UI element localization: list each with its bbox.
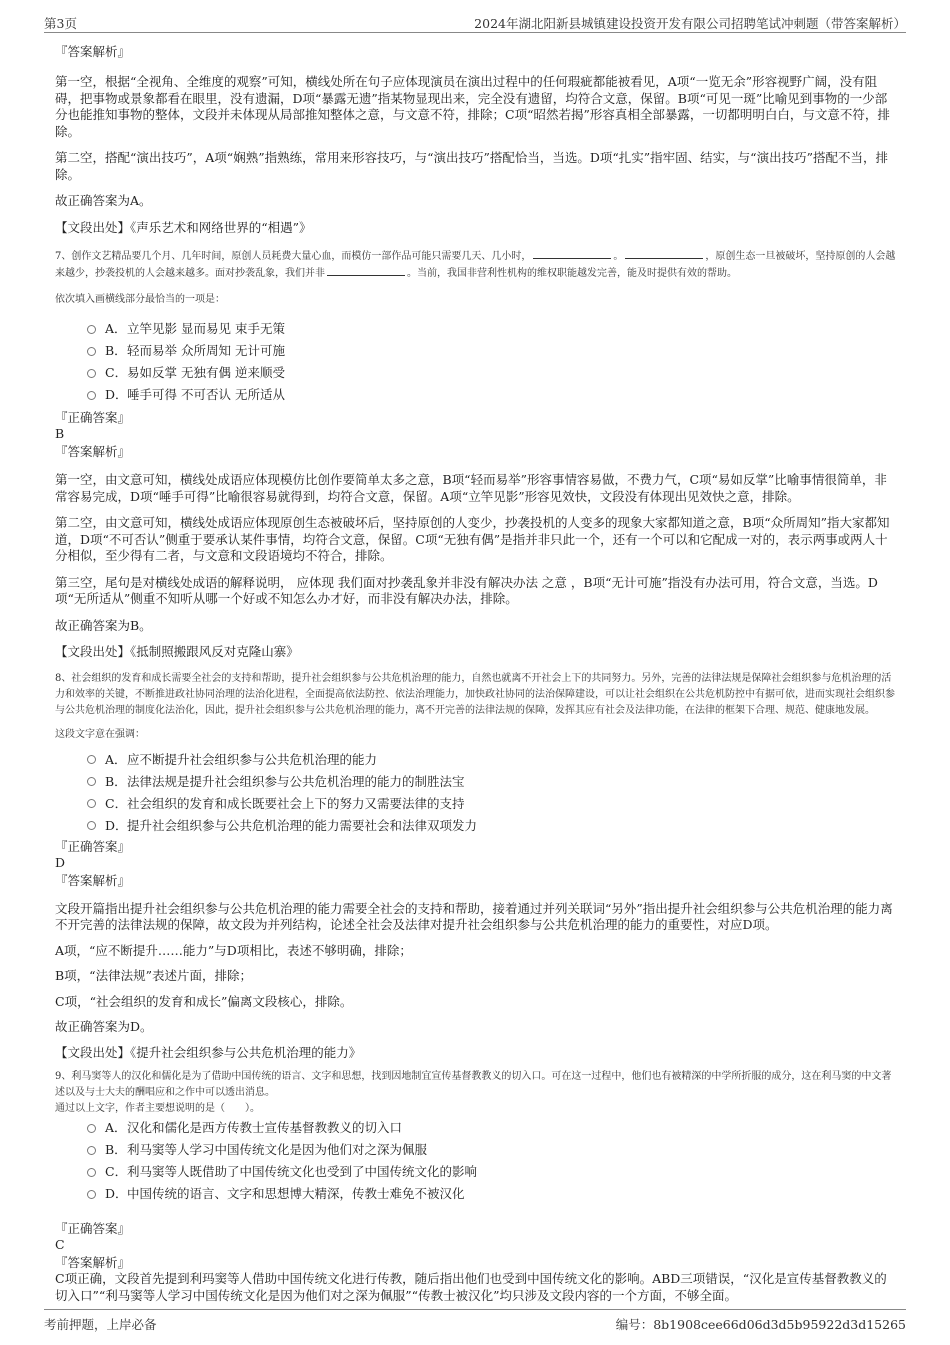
radio-icon[interactable] [87,1124,96,1133]
options-list [55,1117,898,1205]
options-list [55,749,898,837]
footer-slogan: 考前押题，上岸必备 [44,1317,157,1332]
answer-conclusion: 故正确答案为B。 [55,617,152,633]
radio-icon[interactable] [87,391,96,400]
fill-blank [327,265,405,276]
option-c[interactable]: C． 社会组织的发育和成长既要社会上下的努力又需要法律的支持 [87,793,898,815]
option-b[interactable]: B． 利马窦等人学习中国传统文化是因为他们对之深为佩服 [87,1139,898,1161]
option-c[interactable]: C． 易如反掌 无独有偶 逆来顺受 [87,362,898,384]
analysis-paragraph: 第二空，搭配“演出技巧”，A项“娴熟”指熟练，常用来形容技巧，与“演出技巧”搭配恰当，当选。D项“扎实”指牢固、结实，与“演出技巧”搭配不当，排除。 [55,150,888,182]
document-title: 2024年湖北阳新县城镇建设投资开发有限公司招聘笔试冲刺题（带答案解析） [474,16,906,31]
correct-answer: D [55,854,66,870]
analysis-paragraph: 文段开篇指出提升社会组织参与公共危机治理的能力需要全社会的支持和帮助，接着通过并列关联词“另外”指出提升社会组织参与公共危机治理的能力离不开完善的法律法规的保障，故文段为并列结构，论述全社会及法律对提升社会组织参与公共危机治理的能力的重要性，对应D项。 [55,900,893,932]
radio-icon[interactable] [87,799,96,808]
option-a[interactable]: A． 应不断提升社会组织参与公共危机治理的能力 [87,749,898,771]
analysis-paragraph: B项，“法律法规”表述片面，排除； [55,968,252,983]
option-b[interactable]: B． 法律法规是提升社会组织参与公共危机治理的能力的制胜法宝 [87,771,898,793]
document-serial: 编号：8b1908cee66d06d3d5b95922d3d15265 [615,1317,906,1332]
analysis-paragraph: C项，“社会组织的发育和成长”偏离文段核心，排除。 [55,993,353,1009]
analysis-tag: 『答案解析』 [55,1255,131,1270]
correct-answer-tag: 『正确答案』 [55,410,131,425]
analysis-paragraph: 第一空，根据“全视角、全维度的观察”可知，横线处所在句子应体现演员在演出过程中的任何瑕疵都能被看见，A项“一览无余”形容视野广阔，没有阻碍，把事物或景象都看在眼里，没有遗漏，D项“暴露无遗”指某物显现出来，完全没有遗留，均符合文意，保留。B项“可见一斑”比喻见到事物的一少部分也能推知事物的整体，文段并未体现从局部推知整体之意，与文意不符，排除；C项“昭然若揭”形容真相全部暴露，一切都明明白白，与文意不符，排除。 [55,74,890,139]
radio-icon[interactable] [87,369,96,378]
question-8-text: 8、社会组织的发育和成长需要全社会的支持和帮助，提升社会组织参与公共危机治理的能力，自然也就离不开社会上下的共同努力。另外，完善的法律法规是保障社会组织参与危机治理的活力和效率的关键，不断推进政社协同治理的法治化进程，全面提高依法防控、依法治理能力，加快政社协同的法治保障建设，可以让社会组织在公共危机防控中有据可依，进而实现社会组织参与公共危机治理的制度化法治化，因此，提升社会组织参与公共危机治理的能力，离不开完善的法律法规的保障，发挥其应有社会及法律功能，在法律的框架下合理、规范、健康地发展。 [55,672,895,716]
fill-blank [533,248,611,259]
question-9-text: 9、利马窦等人的汉化和儒化是为了借助中国传统的语言、文字和思想，找到因地制宜宣传基督教教义的切入口。可在这一过程中，他们也有被精深的中学所折服的成分，这在利马窦的中文著述以及与士大夫的酬唱应和之作中可以透出消息。 [55,1071,892,1098]
analysis-paragraph: 第二空，由文意可知，横线处成语应体现原创生态被破坏后，坚持原创的人变少，抄袭投机的人变多的现象大家都知道之意，B项“众所周知”指大家都知道，D项“不可否认”侧重于要承认某件事情，均符合文意，保留。C项“无独有偶”是指并非只此一个，还有一个可以和它配成一对的，表示两事或两人十分相似，至少得有二者，与文意和文段语境均不符合，排除。 [55,515,890,563]
source-citation: 【文段出处】《抵制照搬跟风反对克隆山寨》 [55,644,299,659]
page-content [55,40,898,1304]
option-c[interactable]: C． 利马窦等人既借助了中国传统文化也受到了中国传统文化的影响 [87,1161,898,1183]
page-header [44,10,906,33]
options-list [55,318,898,406]
correct-answer-tag: 『正确答案』 [55,838,131,854]
option-a[interactable]: A． 立竿见影 显而易见 束手无策 [87,318,898,340]
radio-icon[interactable] [87,755,96,764]
correct-answer-tag: 『正确答案』 [55,1221,131,1236]
analysis-paragraph: A项，“应不断提升……能力”与D项相比，表述不够明确，排除； [55,942,412,958]
analysis-tag: 『答案解析』 [55,44,131,59]
source-citation: 【文段出处】《声乐艺术和网络世界的“相遇”》 [55,219,312,235]
analysis-paragraph: 第一空，由文意可知，横线处成语应体现模仿比创作要简单太多之意，B项“轻而易举”形容事情容易做，不费力气，C项“易如反掌”比喻事情很简单，非常容易完成，D项“唾手可得”比喻很容易就得到，均符合文意，保留。A项“立竿见影”形容见效快，文段没有体现出见效快之意，排除。 [55,472,887,504]
question-7-text: 7、创作文艺精品要几个月、几年时间，原创人员耗费大量心血，而模仿一部作品可能只需要几天、几小时， 。 ，原创生态一旦被破坏，坚持原创的人会越来越少，抄袭投机的人会越来越多。面对抄袭乱象，我们并非 。当前，我国非营利性机构的维权职能越发完善，能及时提供有效的帮助。 [55,248,898,282]
analysis-paragraph: C项正确，文段首先提到利玛窦等人借助中国传统文化进行传教，随后指出他们也受到中国传统文化的影响。ABD三项错误，“汉化是宣传基督教教义的切入口”“利马窦等人学习中国传统文化是因为他们对之深为佩服”“传教士被汉化”均只涉及文段内容的一个方面，不够全面。 [55,1271,887,1303]
radio-icon[interactable] [87,821,96,830]
radio-icon[interactable] [87,1190,96,1199]
fill-blank [625,248,703,259]
radio-icon[interactable] [87,777,96,786]
page-number: 第3页 [44,16,77,31]
answer-conclusion: 故正确答案为D。 [55,1019,153,1034]
question-prompt: 这段文字意在强调： [55,728,145,740]
radio-icon[interactable] [87,1168,96,1177]
option-d[interactable]: D． 中国传统的语言、文字和思想博大精深，传教士难免不被汉化 [87,1183,898,1205]
radio-icon[interactable] [87,1146,96,1155]
question-prompt: 通过以上文字，作者主要想说明的是（ ）。 [55,1103,260,1114]
radio-icon[interactable] [87,325,96,334]
analysis-tag: 『答案解析』 [55,872,131,888]
option-d[interactable]: D． 唾手可得 不可否认 无所适从 [87,384,898,406]
page-footer [44,1309,906,1330]
answer-conclusion: 故正确答案为A。 [55,193,152,208]
correct-answer: B [55,426,65,441]
analysis-paragraph: 第三空，尾句是对横线处成语的解释说明， 应体现 我们面对抄袭乱象并非没有解决办法 之意 ，B项“无计可施”指没有办法可用，符合文意，当选。D项“无所适从”侧重不知听从哪一个好或不知怎么办才好，而非没有解决办法，排除。 [55,574,878,606]
radio-icon[interactable] [87,347,96,356]
option-d[interactable]: D． 提升社会组织参与公共危机治理的能力需要社会和法律双项发力 [87,815,898,837]
option-a[interactable]: A． 汉化和儒化是西方传教士宣传基督教教义的切入口 [87,1117,898,1139]
option-b[interactable]: B． 轻而易举 众所周知 无计可施 [87,340,898,362]
correct-answer: C [55,1237,65,1252]
analysis-tag: 『答案解析』 [55,444,131,459]
question-prompt: 依次填入画横线部分最恰当的一项是： [55,294,225,305]
source-citation: 【文段出处】《提升社会组织参与公共危机治理的能力》 [55,1044,362,1060]
